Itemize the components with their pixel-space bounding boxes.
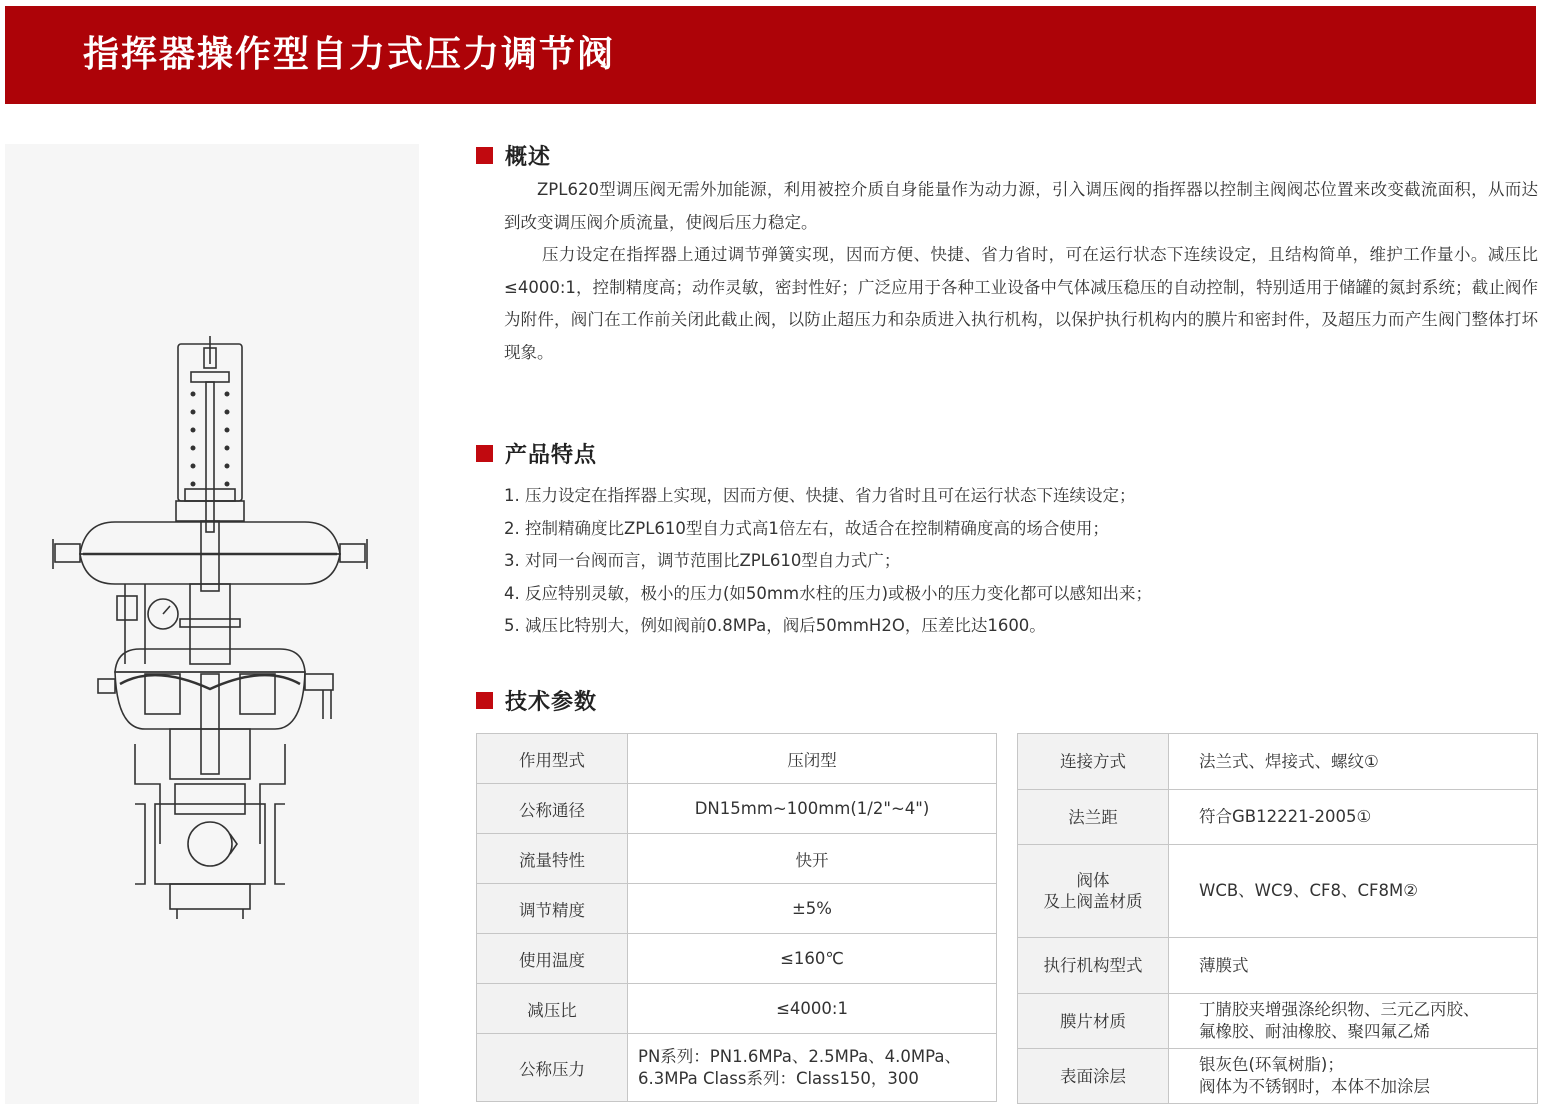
spec-key: 连接方式	[1018, 734, 1169, 790]
spec-key: 法兰距	[1018, 790, 1169, 845]
section-marker-icon	[476, 445, 493, 462]
spec-key: 流量特性	[477, 834, 628, 884]
features-heading	[476, 439, 597, 467]
spec-value: 薄膜式	[1169, 938, 1538, 994]
feature-item: 5. 减压比特别大，例如阀前0.8MPa，阀后50mmH2O，压差比达1600。	[504, 616, 1046, 635]
features-list	[504, 480, 1152, 643]
feature-item: 2. 控制精确度比ZPL610型自力式高1倍左右，故适合在控制精确度高的场合使用；	[504, 518, 1109, 538]
spec-key: 表面涂层	[1018, 1049, 1169, 1104]
spec-value: 法兰式、焊接式、螺纹①	[1169, 734, 1538, 790]
spec-key: 调节精度	[477, 884, 628, 934]
table-row	[477, 1034, 997, 1102]
spec-value: DN15mm~100mm(1/2"~4")	[628, 784, 997, 834]
spec-value: WCB、WC9、CF8、CF8M②	[1169, 845, 1538, 938]
features-title: 产品特点	[505, 442, 598, 468]
spec-table-left	[476, 733, 997, 1102]
spec-value-line: 6.3MPa Class系列：Class150，300	[638, 1068, 919, 1088]
spec-key: 公称压力	[477, 1034, 628, 1102]
table-row	[477, 734, 997, 784]
table-row	[477, 834, 997, 884]
product-figure	[5, 144, 419, 1104]
spec-key	[1018, 845, 1169, 938]
spec-table-right	[1017, 733, 1538, 1104]
spec-key: 使用温度	[477, 934, 628, 984]
spec-value: ±5%	[628, 884, 997, 934]
feature-item: 1. 压力设定在指挥器上实现，因而方便、快捷、省力省时且可在运行状态下连续设定；	[504, 486, 1136, 505]
table-row	[1018, 734, 1538, 790]
spec-value-line: 丁腈胶夹增强涤纶织物、三元乙丙胶、	[1199, 1000, 1480, 1019]
spec-value-line: 银灰色(环氧树脂)；	[1199, 1055, 1344, 1074]
table-row	[1018, 938, 1538, 994]
page-title: 指挥器操作型自力式压力调节阀	[83, 34, 616, 75]
overview-paragraph-2: 压力设定在指挥器上通过调节弹簧实现，因而方便、快捷、省力省时，可在运行状态下连续设定，且结构简单，维护工作量小。减压比≤4000:1，控制精度高；动作灵敏，密封性好；广泛应用于各种工业设备中气体减压稳压的自动控制，特别适用于储罐的氮封系统；截止阀作为附件，阀门在工作前关闭此截止阀，以防止超压力和杂质进入执行机构，以保护执行机构内的膜片和密封件，及超压力而产生阀门整体打坏现象。	[504, 245, 1538, 362]
feature-item: 3. 对同一台阀而言，调节范围比ZPL610型自力式广；	[504, 551, 901, 570]
spec-value: 压闭型	[628, 734, 997, 784]
spec-value	[1169, 1049, 1538, 1104]
spec-key: 减压比	[477, 984, 628, 1034]
spec-value: 快开	[628, 834, 997, 884]
table-row	[477, 784, 997, 834]
section-marker-icon	[476, 147, 493, 164]
table-row	[1018, 845, 1538, 938]
spec-key: 膜片材质	[1018, 994, 1169, 1049]
header-banner	[5, 6, 1536, 104]
spec-key: 执行机构型式	[1018, 938, 1169, 994]
section-marker-icon	[476, 692, 493, 709]
spec-value: ≤160℃	[628, 934, 997, 984]
spec-value-line: 阀体为不锈钢时，本体不加涂层	[1199, 1077, 1430, 1096]
spec-value: ≤4000:1	[628, 984, 997, 1034]
spec-value-line: PN系列：PN1.6MPa、2.5MPa、4.0MPa、	[638, 1046, 961, 1066]
spec-value: 符合GB12221-2005①	[1169, 790, 1538, 845]
specs-heading	[476, 686, 597, 714]
overview-paragraph-1: ZPL620型调压阀无需外加能源，利用被控介质自身能量作为动力源，引入调压阀的指挥器以控制主阀阀芯位置来改变截流面积，从而达到改变调压阀介质流量，使阀后压力稳定。	[504, 180, 1538, 232]
spec-key: 公称通径	[477, 784, 628, 834]
spec-key-line: 阀体	[1076, 871, 1110, 890]
overview-heading	[476, 141, 551, 169]
feature-item: 4. 反应特别灵敏，极小的压力(如50mm水柱的压力)或极小的压力变化都可以感知出来；	[504, 583, 1153, 603]
table-row	[477, 884, 997, 934]
specs-title: 技术参数	[505, 689, 598, 715]
table-row	[477, 984, 997, 1034]
table-row	[477, 934, 997, 984]
spec-value-line: 氟橡胶、耐油橡胶、聚四氟乙烯	[1199, 1022, 1430, 1041]
table-row	[1018, 790, 1538, 845]
table-row	[1018, 994, 1538, 1049]
table-row	[1018, 1049, 1538, 1104]
spec-value	[628, 1034, 997, 1102]
spec-key-line: 及上阀盖材质	[1043, 892, 1143, 911]
spec-value	[1169, 994, 1538, 1049]
valve-diagram-icon	[5, 144, 419, 1104]
spec-key: 作用型式	[477, 734, 628, 784]
overview-title: 概述	[505, 144, 552, 170]
